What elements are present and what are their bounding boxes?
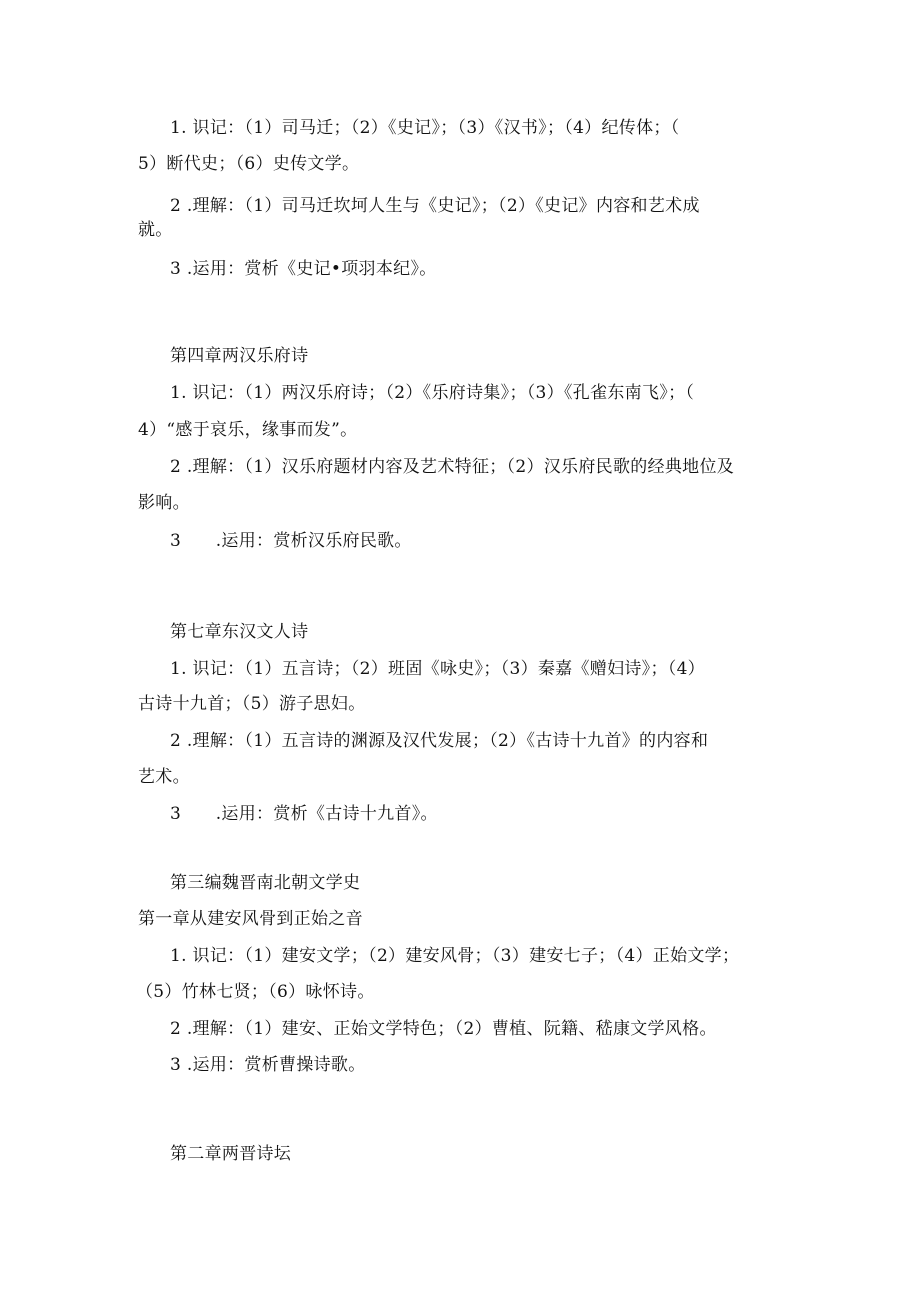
chapter-title-1: 第一章从建安风骨到正始之音 bbox=[138, 909, 363, 929]
section3-line2-understand: 2 .理解：（1）五言诗的渊源及汉代发展；（2）《古诗十九首》的内容和 bbox=[170, 731, 709, 751]
section2-line1-recall-cont: 4）“感于哀乐，缘事而发”。 bbox=[138, 420, 358, 440]
section1-line3-apply: 3 .运用：赏析《史记•项羽本纪》。 bbox=[170, 259, 437, 279]
chapter-title-7: 第七章东汉文人诗 bbox=[170, 622, 309, 642]
section3-line2-understand-cont: 艺术。 bbox=[138, 767, 190, 787]
chapter-title-4: 第四章两汉乐府诗 bbox=[170, 346, 309, 366]
section2-line1-recall: 1. 识记：（1）两汉乐府诗；（2）《乐府诗集》；（3）《孔雀东南飞》；（ bbox=[170, 383, 695, 403]
section1-line1-recall-cont: 5）断代史；（6）史传文学。 bbox=[138, 154, 360, 174]
section2-line2-understand-cont: 影响。 bbox=[138, 493, 190, 513]
section1-line2-understand: 2 .理解：（1）司马迁坎坷人生与《史记》；（2）《史记》内容和艺术成 bbox=[170, 196, 700, 216]
section4-line3-apply: 3 .运用：赏析曹操诗歌。 bbox=[170, 1055, 366, 1075]
section1-line1-recall: 1. 识记：（1）司马迁；（2）《史记》；（3）《汉书》；（4）纪传体；（ bbox=[170, 118, 680, 138]
section4-line1-recall: 1. 识记：（1）建安文学；（2）建安风骨；（3）建安七子；（4）正始文学； bbox=[170, 946, 740, 966]
section3-line1-recall-cont: 古诗十九首；（5）游子思妇。 bbox=[138, 694, 366, 714]
section2-line2-understand: 2 .理解：（1）汉乐府题材内容及艺术特征；（2）汉乐府民歌的经典地位及 bbox=[170, 457, 735, 477]
section2-line3-apply: 3 .运用：赏析汉乐府民歌。 bbox=[170, 531, 412, 551]
section4-line1-recall-cont: （5）竹林七贤；（6）咏怀诗。 bbox=[136, 982, 375, 1002]
chapter-title-2: 第二章两晋诗坛 bbox=[170, 1144, 292, 1164]
section1-line2-understand-cont: 就。 bbox=[138, 220, 173, 240]
section4-line2-understand: 2 .理解：（1）建安、正始文学特色；（2）曹植、阮籍、嵇康文学风格。 bbox=[170, 1019, 717, 1039]
part-title-3: 第三编魏晋南北朝文学史 bbox=[170, 873, 361, 893]
section3-line1-recall: 1. 识记：（1）五言诗；（2）班固《咏史》；（3）秦嘉《赠妇诗》；（4） bbox=[170, 659, 705, 679]
section3-line3-apply: 3 .运用：赏析《古诗十九首》。 bbox=[170, 804, 438, 824]
